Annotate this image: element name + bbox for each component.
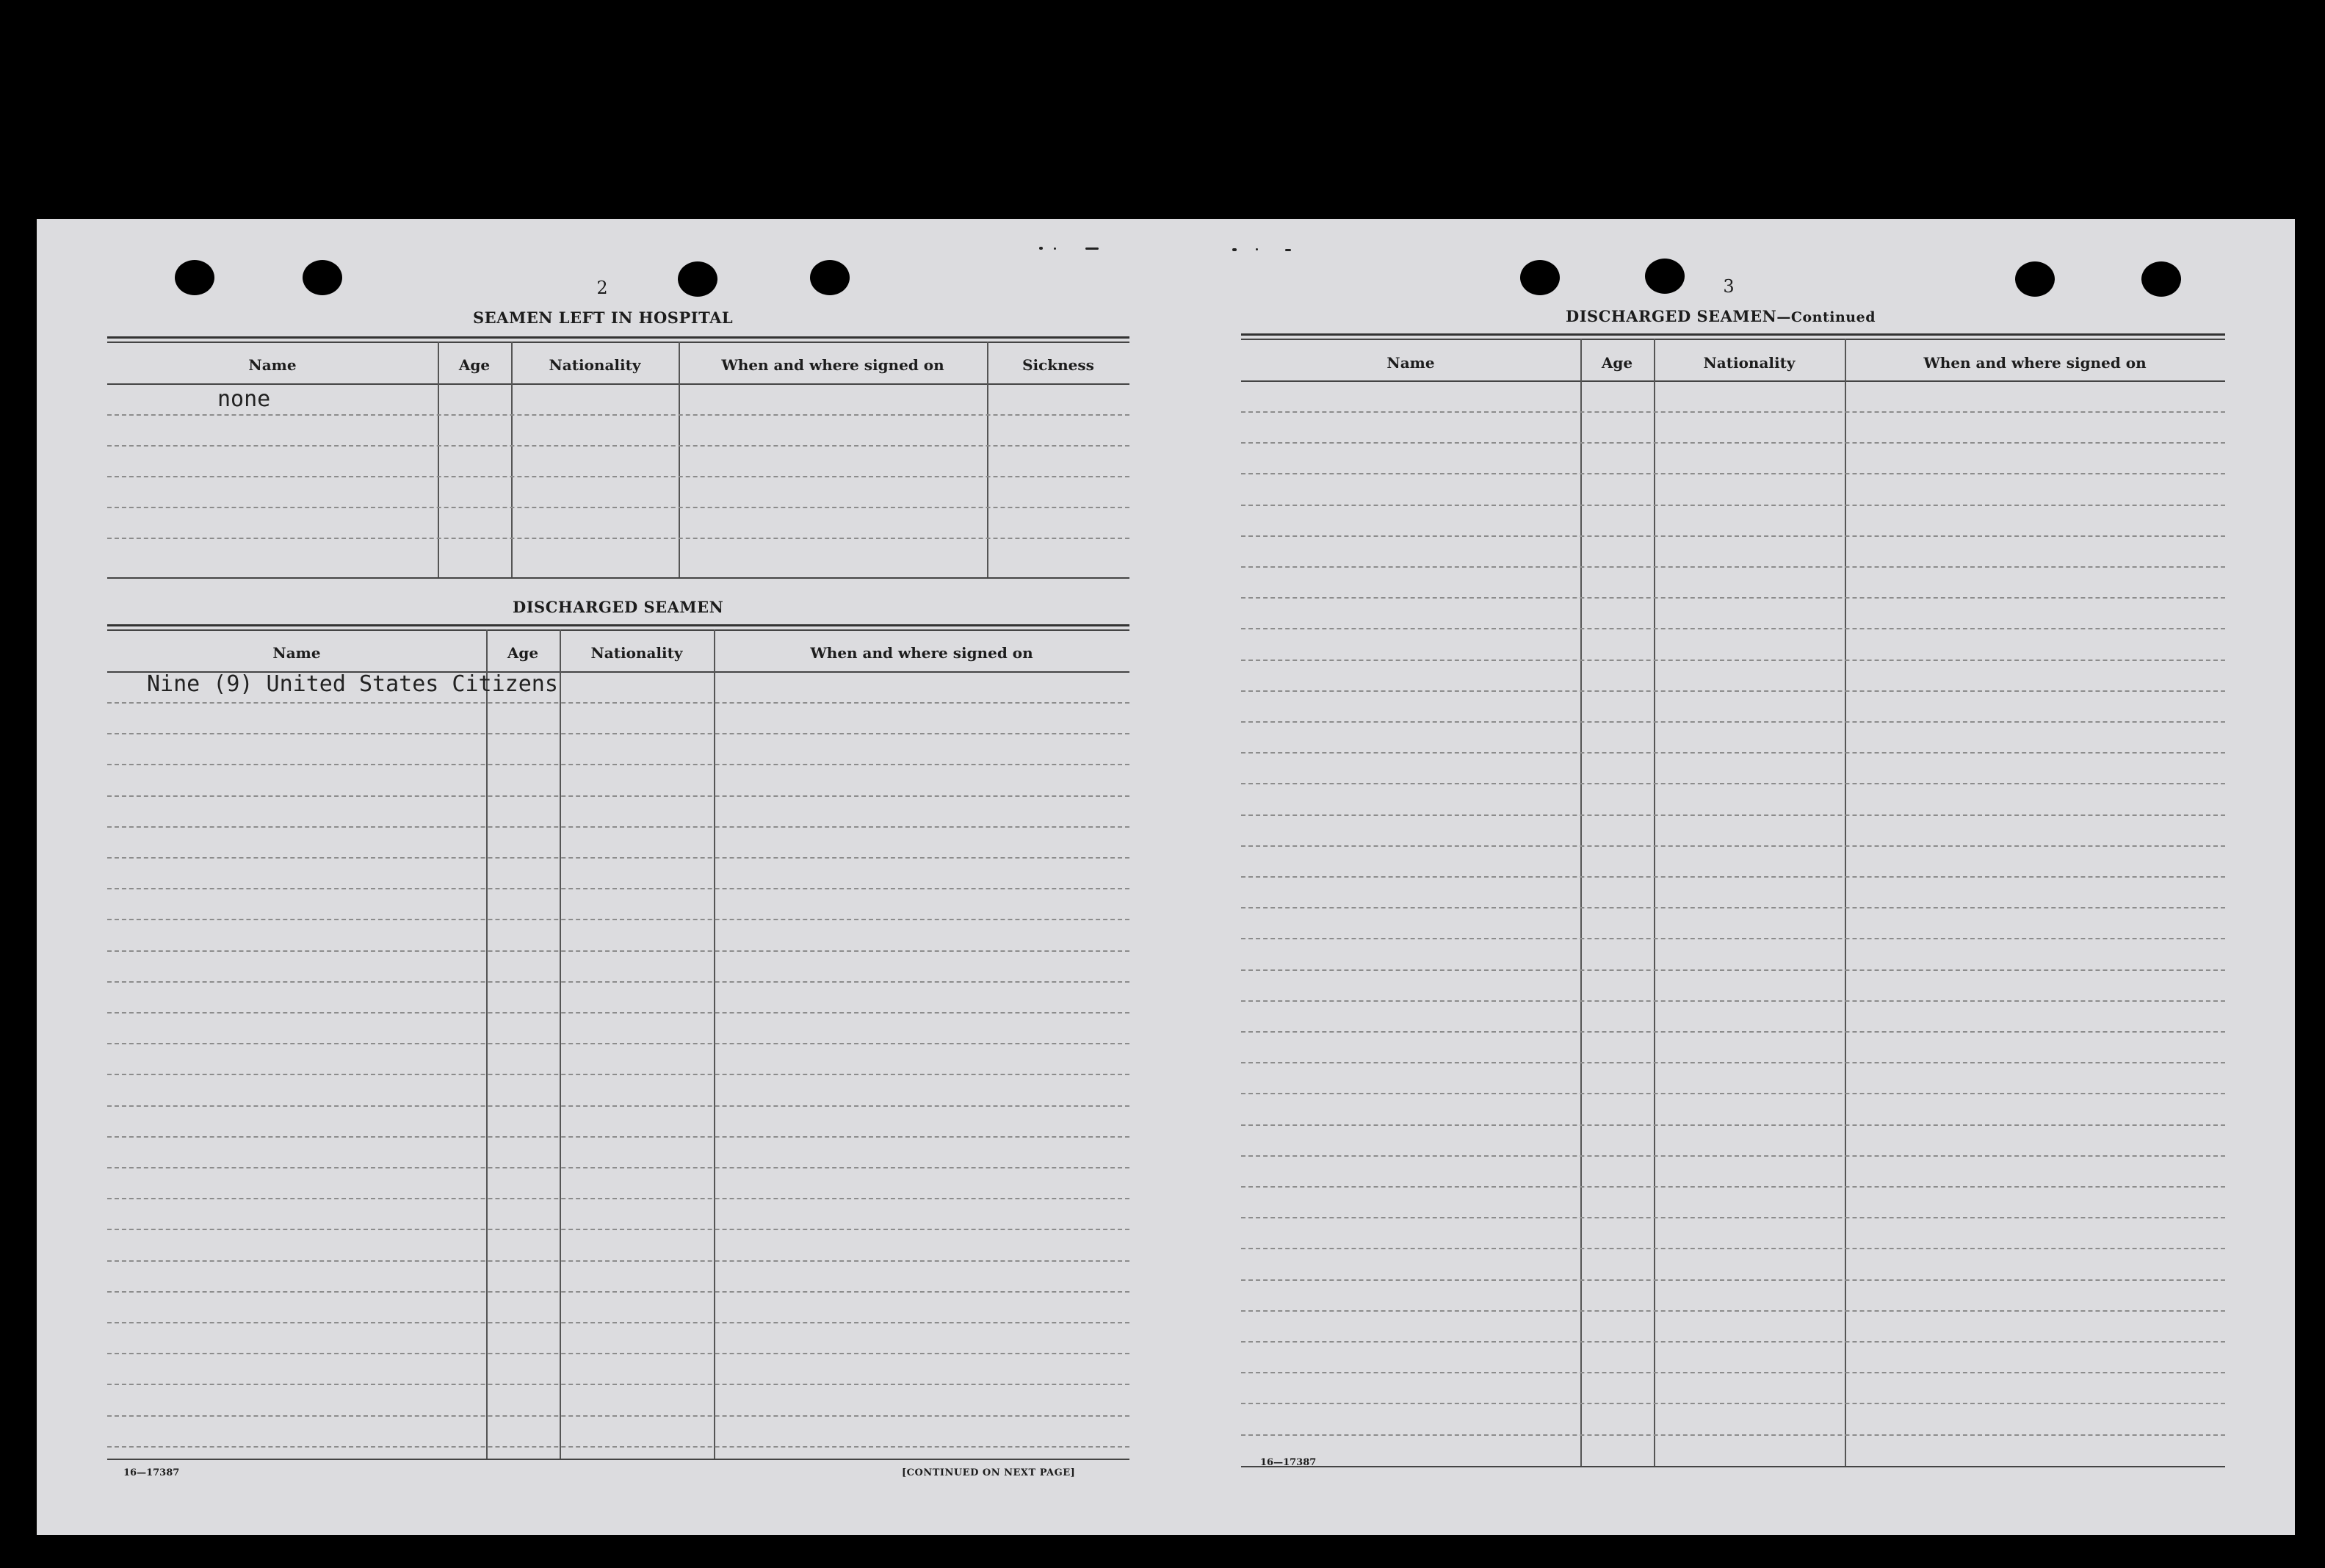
table-row xyxy=(1241,752,2225,754)
punch-hole xyxy=(175,260,214,295)
column-header-name: Name xyxy=(272,644,321,662)
column-header-name: Name xyxy=(248,356,297,374)
table-row xyxy=(107,702,1129,704)
table-row xyxy=(1241,1279,2225,1281)
table-row xyxy=(107,1384,1129,1385)
table-row xyxy=(107,795,1129,797)
table-row xyxy=(107,1415,1129,1417)
column-header-signed-on: When and where signed on xyxy=(1923,354,2147,372)
table-row xyxy=(1241,690,2225,692)
table-row xyxy=(107,1229,1129,1230)
punch-hole xyxy=(810,260,850,295)
table-row xyxy=(1241,1155,2225,1157)
column-header-sickness: Sickness xyxy=(1022,356,1094,374)
punch-hole xyxy=(678,261,717,297)
table-row xyxy=(107,764,1129,765)
column-header-nationality: Nationality xyxy=(590,644,683,662)
table-row xyxy=(107,1043,1129,1044)
punch-hole xyxy=(303,260,342,295)
table-row xyxy=(1241,969,2225,971)
form-number: 16—17387 xyxy=(123,1467,180,1478)
table-row xyxy=(1241,907,2225,908)
table-row xyxy=(1241,1000,2225,1002)
table-row xyxy=(107,950,1129,952)
table-row xyxy=(1241,783,2225,784)
table-row xyxy=(107,826,1129,828)
table-row xyxy=(107,857,1129,859)
table-row xyxy=(1241,442,2225,444)
speck xyxy=(1285,249,1291,251)
table-row xyxy=(107,919,1129,920)
table-row xyxy=(107,1012,1129,1014)
table-row xyxy=(1241,411,2225,413)
table-row xyxy=(1241,1372,2225,1373)
table-row xyxy=(1241,597,2225,599)
table-row xyxy=(1241,473,2225,474)
discharged-entry: Nine (9) United States Citizens xyxy=(147,671,558,697)
table-row xyxy=(1241,566,2225,568)
table-row xyxy=(107,1291,1129,1293)
table-row xyxy=(1241,660,2225,661)
table-row xyxy=(1241,1248,2225,1249)
table-row xyxy=(1241,721,2225,723)
column-header-age: Age xyxy=(507,644,539,662)
table-row xyxy=(1241,814,2225,816)
hospital-table xyxy=(107,336,1129,580)
table-row xyxy=(1241,1093,2225,1094)
table-row xyxy=(107,733,1129,734)
table-row xyxy=(1241,845,2225,847)
table-row xyxy=(107,1167,1129,1168)
column-header-name: Name xyxy=(1386,354,1435,372)
table-row xyxy=(1241,1124,2225,1126)
table-row xyxy=(1241,628,2225,629)
speck xyxy=(1039,247,1043,250)
document-sheet xyxy=(37,219,2295,1535)
table-row xyxy=(107,1446,1129,1448)
table-row xyxy=(1241,535,2225,537)
table-row xyxy=(1241,1341,2225,1343)
punch-hole xyxy=(1645,259,1685,294)
table-row xyxy=(1241,1403,2225,1404)
discharged-table xyxy=(107,624,1129,1462)
table-row xyxy=(1241,1217,2225,1218)
form-number: 16—17387 xyxy=(1260,1457,1317,1468)
page-number: 3 xyxy=(1723,276,1735,297)
column-header-signed-on: When and where signed on xyxy=(721,356,944,374)
continued-note: [CONTINUED ON NEXT PAGE] xyxy=(902,1467,1076,1478)
table-row xyxy=(107,888,1129,889)
column-header-age: Age xyxy=(1601,354,1633,372)
table-row xyxy=(1241,1031,2225,1033)
table-row xyxy=(107,1136,1129,1138)
discharged-continued-table xyxy=(1241,333,2225,1469)
punch-hole xyxy=(2141,261,2181,297)
section-title-discharged: DISCHARGED SEAMEN xyxy=(513,598,724,616)
table-row xyxy=(1241,938,2225,939)
table-row xyxy=(1241,1310,2225,1312)
table-row xyxy=(107,1198,1129,1199)
table-row xyxy=(1241,876,2225,878)
column-header-signed-on: When and where signed on xyxy=(810,644,1033,662)
table-row xyxy=(107,1105,1129,1107)
table-row xyxy=(107,1353,1129,1354)
punch-hole xyxy=(2015,261,2055,297)
punch-hole xyxy=(1520,260,1560,295)
title-suffix: —Continued xyxy=(1776,309,1876,325)
table-row xyxy=(107,981,1129,983)
page-number: 2 xyxy=(596,278,608,298)
speck xyxy=(1256,248,1258,250)
table-row xyxy=(1241,1062,2225,1063)
table-row xyxy=(107,1260,1129,1262)
table-row xyxy=(1241,505,2225,506)
column-header-nationality: Nationality xyxy=(549,356,641,374)
table-row xyxy=(107,1322,1129,1323)
section-title-discharged-continued xyxy=(1566,307,1876,325)
speck xyxy=(1232,248,1237,251)
hospital-entry: none xyxy=(217,386,271,412)
section-title-hospital: SEAMEN LEFT IN HOSPITAL xyxy=(473,308,734,327)
column-header-nationality: Nationality xyxy=(1703,354,1796,372)
column-header-age: Age xyxy=(458,356,491,374)
title-main: DISCHARGED SEAMEN xyxy=(1566,307,1777,325)
table-row xyxy=(107,1074,1129,1075)
table-row xyxy=(1241,1186,2225,1188)
speck xyxy=(1054,248,1056,250)
table-row xyxy=(1241,1434,2225,1436)
speck xyxy=(1085,248,1099,250)
